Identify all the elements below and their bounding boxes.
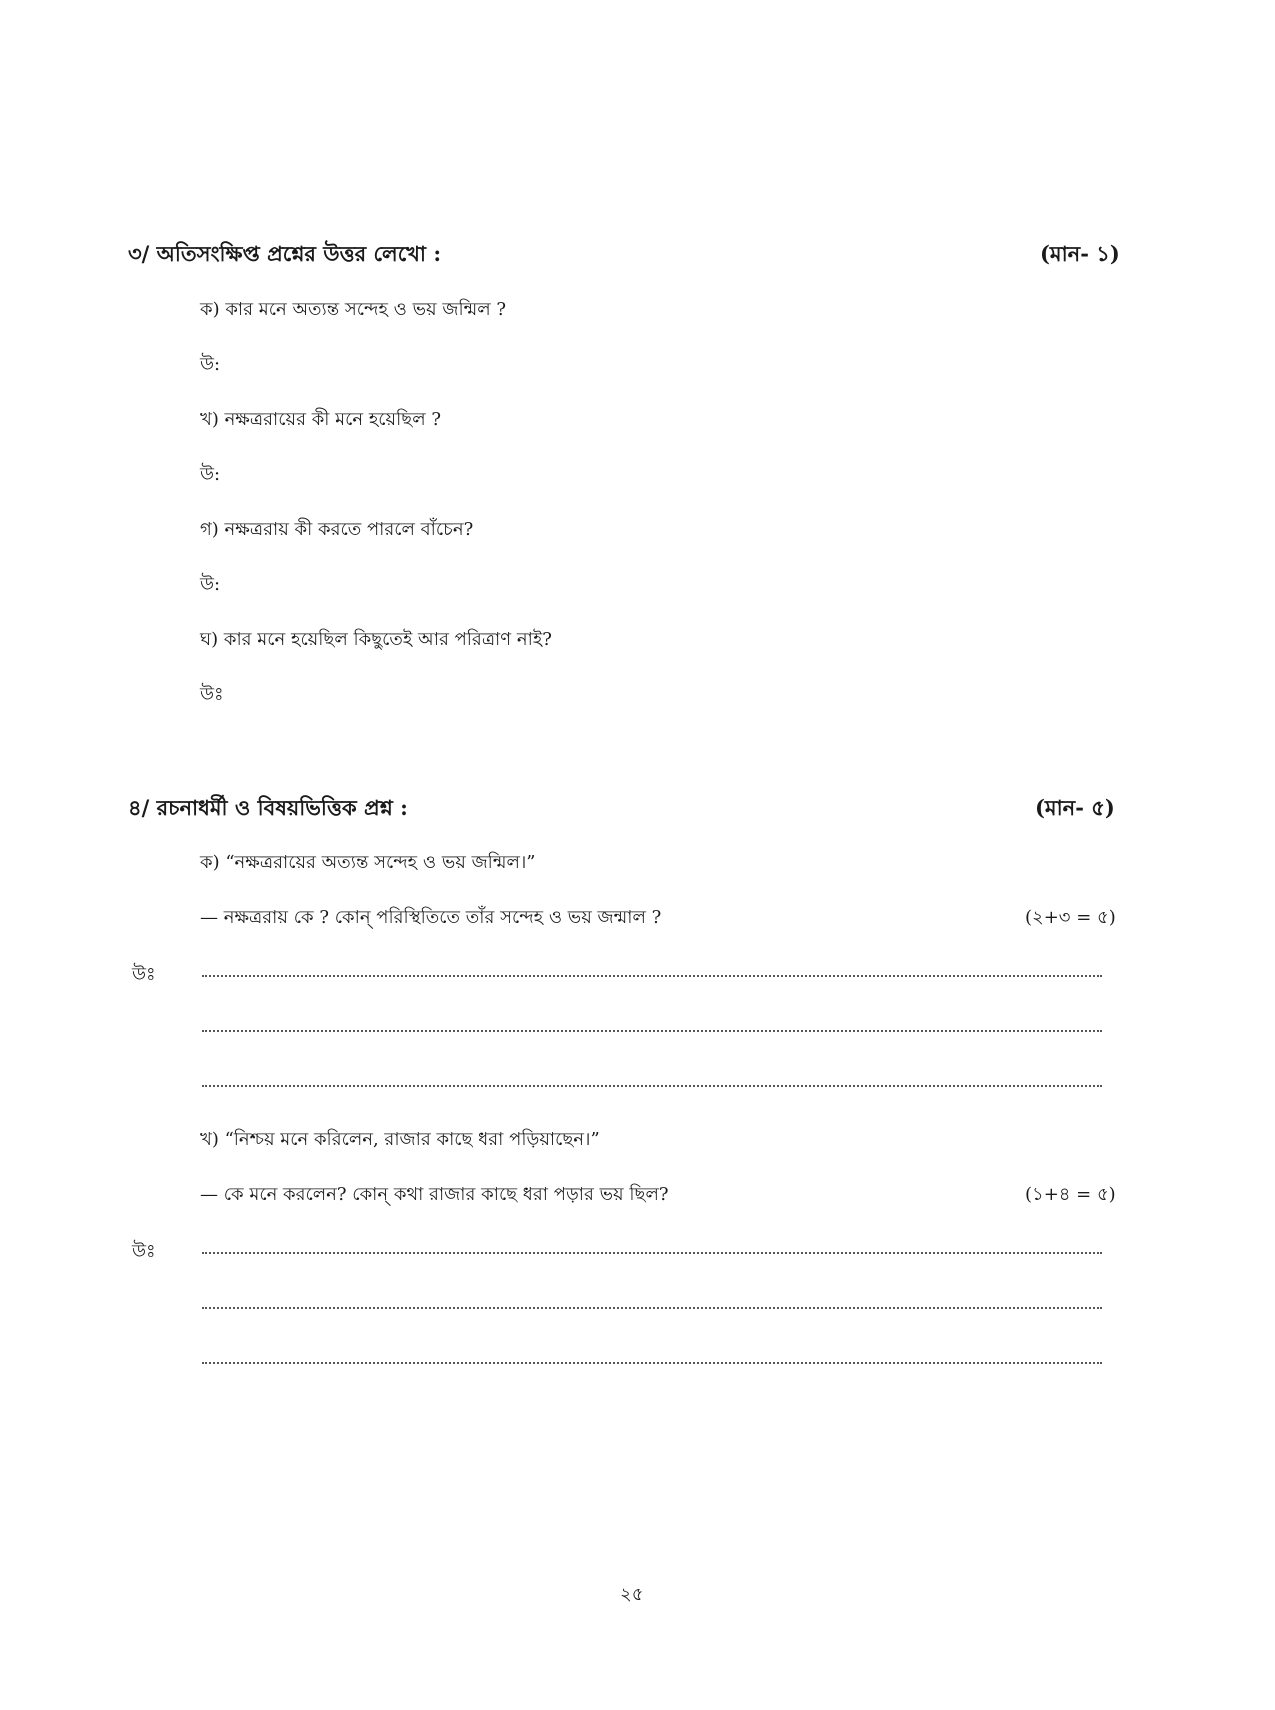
section4-marks: (মান- ৫) <box>1035 795 1115 820</box>
answer-line[interactable] <box>202 1362 1102 1364</box>
answer-line[interactable] <box>202 1252 1102 1254</box>
section3-question-kha: খ) নক্ষত্ররায়ের কী মনে হয়েছিল ? <box>200 409 441 430</box>
section4-prompt-kha: — কে মনে করলেন? কোন্ কথা রাজার কাছে ধরা পড়ার ভয় ছিল? <box>200 1184 669 1205</box>
section4-quote-kha: খ) “নিশ্চয় মনে করিলেন, রাজার কাছে ধরা পড়িয়াছেন।” <box>200 1129 600 1150</box>
answer-line[interactable] <box>202 975 1102 977</box>
answer-line[interactable] <box>202 1307 1102 1309</box>
section4-answer-label-kha: উঃ <box>132 1241 156 1262</box>
section4-quote-ka: ক) “নক্ষত্ররায়ের অত্যন্ত সন্দেহ ও ভয় জন্মিল।” <box>200 852 536 873</box>
answer-line[interactable] <box>202 1085 1102 1087</box>
section3-answer-label-kha: উ: <box>200 464 221 485</box>
section3-question-ga: গ) নক্ষত্ররায় কী করতে পারলে বাঁচেন? <box>200 519 474 540</box>
section3-answer-label-ka: উ: <box>200 354 221 375</box>
section4-marks-ka: (২+৩ = ৫) <box>1025 907 1116 928</box>
section4-answer-label-ka: উঃ <box>132 964 156 985</box>
section4-prompt-ka: — নক্ষত্ররায় কে ? কোন্ পরিস্থিতিতে তাঁর সন্দেহ ও ভয় জন্মাল ? <box>200 907 662 928</box>
section4-marks-kha: (১+৪ = ৫) <box>1025 1184 1116 1205</box>
section3-heading: ৩/ অতিসংক্ষিপ্ত প্রশ্নের উত্তর লেখো : <box>128 241 442 266</box>
section3-question-gha: ঘ) কার মনে হয়েছিল কিছুতেই আর পরিত্রাণ নাই? <box>200 629 552 650</box>
section3-answer-label-ga: উ: <box>200 574 221 595</box>
section3-marks: (মান- ১) <box>1040 241 1120 266</box>
answer-line[interactable] <box>202 1030 1102 1032</box>
section4-heading: ৪/ রচনাধর্মী ও বিষয়ভিত্তিক প্রশ্ন : <box>128 795 408 820</box>
section3-question-ka: ক) কার মনে অত্যন্ত সন্দেহ ও ভয় জন্মিল ? <box>200 299 507 320</box>
page-number: ২৫ <box>620 1584 644 1605</box>
section3-answer-label-gha: উঃ <box>200 684 224 705</box>
